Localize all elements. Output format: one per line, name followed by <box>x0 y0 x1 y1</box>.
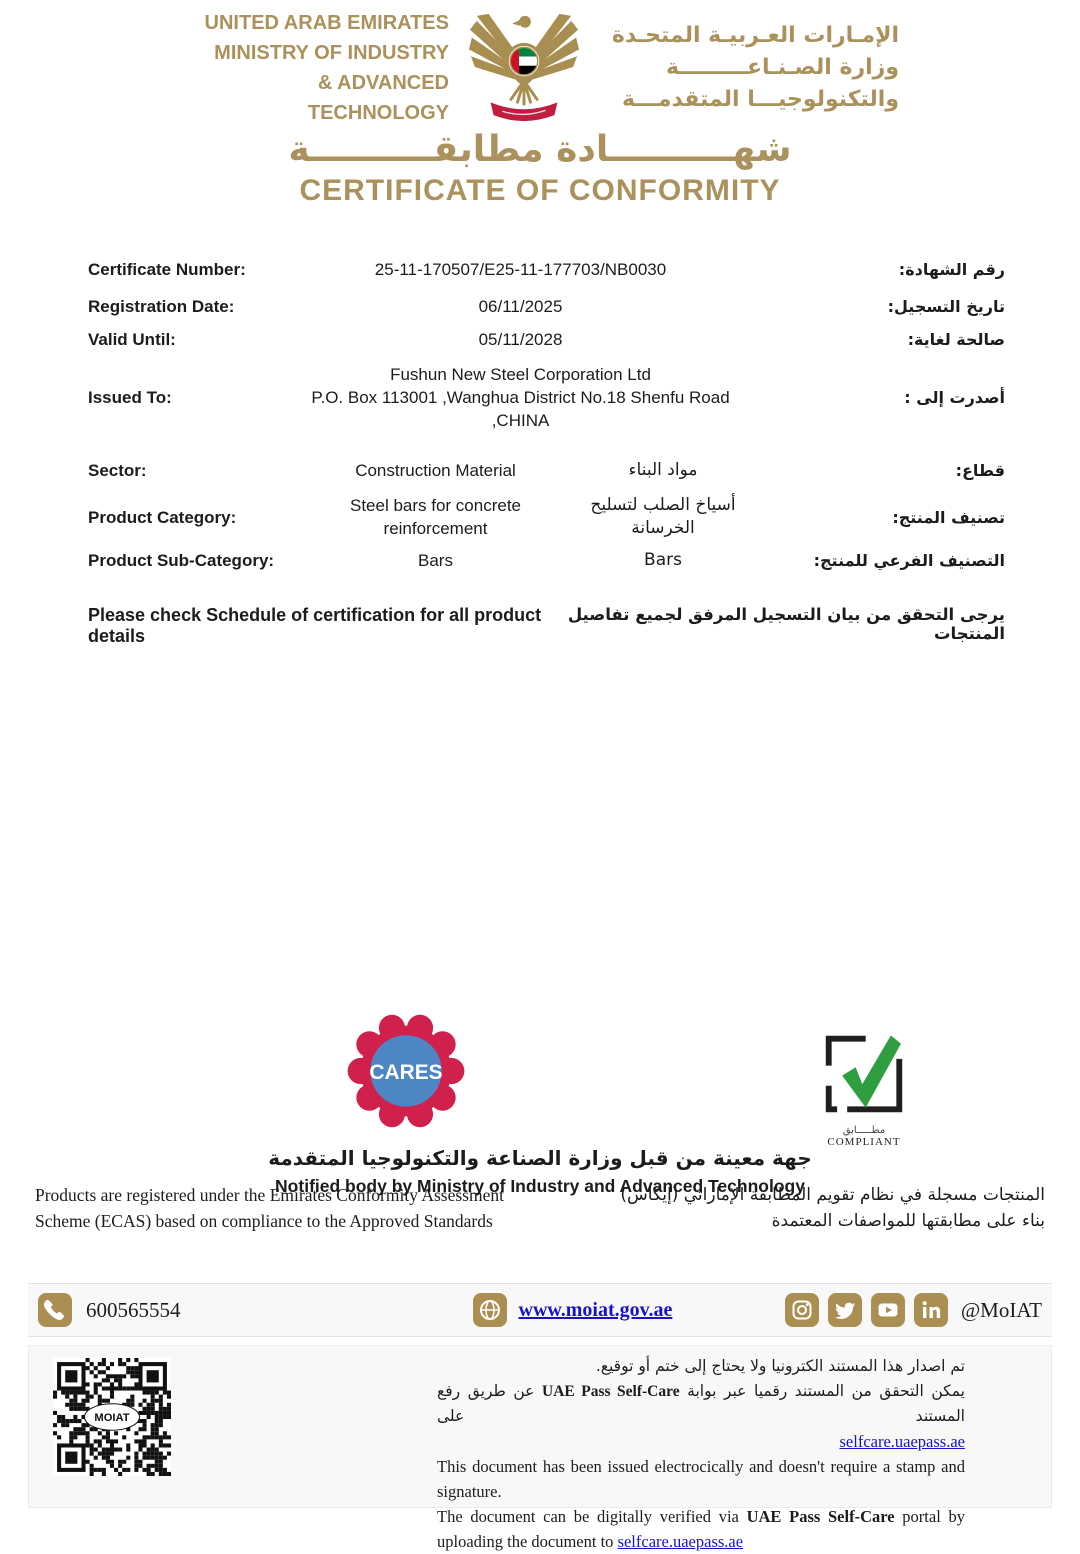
row-certificate-number <box>88 258 1005 281</box>
row-registration-date <box>88 295 1005 318</box>
globe-icon <box>473 1293 507 1327</box>
row-product-subcategory <box>88 549 1005 572</box>
ministry-name-english <box>181 8 449 128</box>
certificate-number-label-ar: رقم الشهادة: <box>898 260 1005 279</box>
sector-label-en: Sector: <box>88 461 147 480</box>
valid-until-value: 05/11/2028 <box>478 330 563 349</box>
issued-to-value <box>293 363 748 432</box>
ministry-ar-line3: والتكنولوجيـــا المتقدمـــة <box>622 87 899 112</box>
certificate-title <box>0 128 1080 208</box>
issued-to-line3: ,CHINA <box>491 411 550 430</box>
moiat-website-link[interactable]: www.moiat.gov.ae <box>518 1298 673 1321</box>
phone-number: 600565554 <box>86 1297 181 1322</box>
linkedin-icon <box>914 1293 948 1327</box>
selfcare-link-bottom[interactable]: selfcare.uaepass.ae <box>617 1532 744 1551</box>
website-group <box>473 1293 673 1327</box>
product-subcategory-label-ar: التصنيف الفرعي للمنتج: <box>813 551 1005 570</box>
certificate-details <box>88 258 1005 572</box>
ministry-en-line1: UNITED ARAB EMIRATES <box>204 12 449 34</box>
sector-value-ar: مواد البناء <box>628 460 698 480</box>
verify-ar-line2: يمكن التحقق من المستند رقميا عبر بوابة UAE Pass Self-Care عن طريق رفع المستند على <box>437 1382 965 1425</box>
phone-group <box>38 1293 181 1327</box>
notified-body-en: Notified body by Ministry of Industry and Advanced Technology <box>275 1176 805 1196</box>
verification-panel <box>28 1345 1052 1551</box>
compliant-label-ar: مطـــــابق <box>842 1125 886 1136</box>
product-subcategory-value-ar: Bars <box>644 550 682 570</box>
compliant-mark <box>816 1032 912 1148</box>
compliant-check-icon <box>822 1032 906 1116</box>
sector-label-ar: قطاع: <box>955 461 1005 480</box>
youtube-icon <box>871 1293 905 1327</box>
ministry-name-arabic <box>599 20 899 116</box>
row-valid-until <box>88 328 1005 351</box>
ministry-ar-line1: الإمـارات العـربيـة المتحـدة <box>611 23 899 48</box>
header <box>0 8 1080 128</box>
cares-label: CARES <box>369 1060 443 1084</box>
certificate-number-value: 25-11-170507/E25-11-177703/NB0030 <box>374 260 667 279</box>
compliant-label-en: COMPLIANT <box>827 1136 901 1148</box>
issued-to-line2: P.O. Box 113001 ,Wanghua District No.18 Shenfu Road <box>311 388 730 407</box>
schedule-note-en: Please check Schedule of certification for all product details <box>88 605 542 646</box>
cares-mark <box>328 1010 484 1137</box>
certificate-number-label-en: Certificate Number: <box>88 260 246 279</box>
uae-falcon-emblem-icon <box>465 10 583 126</box>
uae-pass-bold: UAE Pass Self-Care <box>542 1383 680 1400</box>
verify-en-line1b: signature. <box>437 1482 502 1501</box>
social-handle: @MoIAT <box>960 1297 1042 1322</box>
schedule-note-ar: يرجى التحقق من بيان التسجيل المرفق لجميع تفاصيل المنتجات <box>567 605 1005 643</box>
twitter-icon <box>828 1293 862 1327</box>
issued-to-line1: Fushun New Steel Corporation Ltd <box>390 365 651 384</box>
ministry-en-line2: MINISTRY OF INDUSTRY <box>214 42 449 64</box>
registration-date-label-ar: تاريخ التسجيل: <box>887 297 1005 316</box>
cares-logo-icon <box>331 1010 481 1132</box>
phone-icon <box>38 1293 72 1327</box>
verify-en-line2a: The document can be digitally verified via UAE Pass Self-Care portal by <box>437 1507 965 1526</box>
issued-to-label-ar: أصدرت إلى : <box>904 388 1005 407</box>
schedule-note <box>88 605 1005 647</box>
product-subcategory-value-en: Bars <box>418 551 453 570</box>
registration-date-label-en: Registration Date: <box>88 297 235 316</box>
product-category-value-en: Steel bars for concrete reinforcement <box>349 496 522 538</box>
title-arabic: شهــــــــــادة مطابقــــــــــة <box>288 129 792 170</box>
product-category-value-ar: أسياخ الصلب لتسليح الخرسانة <box>590 495 736 538</box>
registration-date-value: 06/11/2025 <box>478 297 563 316</box>
valid-until-label-en: Valid Until: <box>88 330 176 349</box>
valid-until-label-ar: صالحة لغاية: <box>907 330 1005 349</box>
sector-value-en: Construction Material <box>355 461 516 480</box>
product-subcategory-label-en: Product Sub-Category: <box>88 551 275 570</box>
instagram-icon <box>785 1293 819 1327</box>
row-sector <box>88 459 1005 482</box>
qr-code <box>53 1358 171 1476</box>
qr-center-label: MOIAT <box>94 1412 130 1425</box>
social-group <box>785 1293 1042 1327</box>
ministry-ar-line2: وزارة الصـنـاعـــــــــة <box>666 55 899 80</box>
selfcare-link-top[interactable]: selfcare.uaepass.ae <box>839 1432 965 1451</box>
registration-statement <box>35 1182 1045 1234</box>
issued-to-label-en: Issued To: <box>88 388 172 407</box>
verify-en-line2b: uploading the document to selfcare.uaepass.ae <box>437 1532 744 1551</box>
registration-statement-ar: المنتجات مسجلة في نظام تقويم المطابقة الإماراتي (إيكاس) بناء على مطابقتها للمواصفات المعتمدة <box>620 1185 1045 1231</box>
title-english: CERTIFICATE OF CONFORMITY <box>299 174 781 207</box>
row-product-category <box>88 494 1005 540</box>
verification-text <box>437 1354 965 1554</box>
contact-bar <box>28 1283 1052 1337</box>
notified-body-ar: جهة معينة من قبل وزارة الصناعة والتكنولوجيا المتقدمة <box>268 1146 812 1170</box>
row-issued-to <box>88 363 1005 432</box>
ministry-en-line3: & ADVANCED TECHNOLOGY <box>307 72 449 124</box>
uae-pass-bold-en: UAE Pass Self-Care <box>746 1507 895 1526</box>
product-category-label-en: Product Category: <box>88 507 237 527</box>
verify-en-line1a: This document has been issued electrocically and doesn't require a stamp and <box>437 1457 965 1476</box>
product-category-label-ar: تصنيف المنتج: <box>892 507 1005 527</box>
verify-ar-line1: تم اصدار هذا المستند الكترونيا ولا يحتاج إلى ختم أو توقيع. <box>595 1357 965 1375</box>
registration-statement-en: Products are registered under the Emirates Conformity Assessment Scheme (ECAS) based on compliance to the Approved Standards <box>35 1185 504 1231</box>
